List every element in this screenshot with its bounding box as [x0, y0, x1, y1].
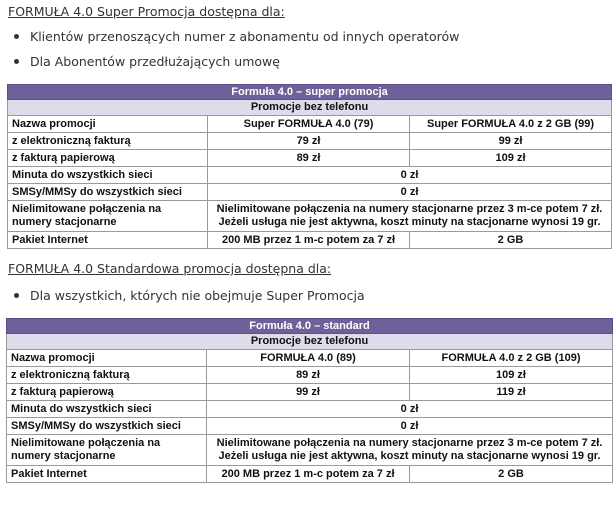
table-cell: 79 zł [208, 133, 410, 150]
table-row [8, 232, 612, 249]
table-header-row [8, 116, 612, 133]
table-subtitle-row [8, 100, 612, 116]
table-row [8, 184, 612, 201]
table-cell [207, 435, 613, 466]
table-row [7, 384, 613, 401]
table-row [7, 435, 613, 466]
row-label: z fakturą papierową [8, 150, 208, 167]
bullet-icon [14, 34, 19, 39]
row-label: Minuta do wszystkich sieci [7, 401, 207, 418]
table-subtitle: Promocje bez telefonu [7, 334, 613, 350]
row-label: Pakiet Internet [7, 466, 207, 483]
row-label: SMSy/MMSy do wszystkich sieci [7, 418, 207, 435]
list-item: Dla Abonentów przedłużających umowę [10, 54, 459, 79]
table-cell: 119 zł [410, 384, 613, 401]
section2-heading: FORMUŁA 4.0 Standardowa promocja dostępna dla: [8, 261, 332, 276]
table-row [8, 167, 612, 184]
row-label: Minuta do wszystkich sieci [8, 167, 208, 184]
table-cell: 109 zł [410, 150, 612, 167]
section1-heading: FORMUŁA 4.0 Super Promocja dostępna dla: [8, 4, 285, 19]
table-cell: 89 zł [207, 367, 410, 384]
table-row [8, 150, 612, 167]
table-title: Formuła 4.0 – super promocja [8, 85, 612, 100]
table-cell [208, 201, 612, 232]
table-cell: 109 zł [410, 367, 613, 384]
row-label: z elektroniczną fakturą [8, 133, 208, 150]
row-label: Nielimitowane połączenia na numery stacjonarne [7, 435, 207, 466]
column-header: FORMUŁA 4.0 z 2 GB (109) [410, 350, 613, 367]
table-cell: 200 MB przez 1 m-c potem za 7 zł [207, 466, 410, 483]
table-cell: 0 zł [207, 418, 613, 435]
bullet-icon [14, 59, 19, 64]
row-label: Nazwa promocji [8, 116, 208, 133]
table-row [8, 133, 612, 150]
table-title: Formuła 4.0 – standard [7, 319, 613, 334]
standard-promo-table [6, 318, 613, 483]
table-header-row [7, 350, 613, 367]
section1-bullet-list [10, 29, 459, 79]
column-header: Super FORMUŁA 4.0 (79) [208, 116, 410, 133]
row-label: Pakiet Internet [8, 232, 208, 249]
table-row [8, 201, 612, 232]
table-cell: 99 zł [410, 133, 612, 150]
table-title-row [7, 319, 613, 334]
table-cell: 2 GB [410, 466, 613, 483]
table-cell: 0 zł [208, 184, 612, 201]
table-row [7, 466, 613, 483]
table-title-row [8, 85, 612, 100]
table-cell: 0 zł [208, 167, 612, 184]
row-label: z fakturą papierową [7, 384, 207, 401]
super-promo-table [7, 84, 612, 249]
row-label: SMSy/MMSy do wszystkich sieci [8, 184, 208, 201]
table-subtitle-row [7, 334, 613, 350]
row-label: Nielimitowane połączenia na numery stacjonarne [8, 201, 208, 232]
section2-bullet-list [10, 288, 365, 313]
row-label: Nazwa promocji [7, 350, 207, 367]
cell-line: Nielimitowane połączenia na numery stacjonarne przez 3 m-ce potem 7 zł. [216, 437, 603, 449]
table-subtitle: Promocje bez telefonu [8, 100, 612, 116]
list-item: Dla wszystkich, których nie obejmuje Super Promocja [10, 288, 365, 313]
list-item: Klientów przenoszących numer z abonamentu od innych operatorów [10, 29, 459, 54]
cell-line: Jeżeli usługa nie jest aktywna, koszt minuty na stacjonarne wynosi 19 gr. [218, 216, 601, 228]
table-row [7, 418, 613, 435]
cell-line: Jeżeli usługa nie jest aktywna, koszt minuty na stacjonarne wynosi 19 gr. [218, 450, 601, 462]
column-header: Super FORMUŁA 4.0 z 2 GB (99) [410, 116, 612, 133]
column-header: FORMUŁA 4.0 (89) [207, 350, 410, 367]
table-row [7, 367, 613, 384]
table-cell: 0 zł [207, 401, 613, 418]
bullet-icon [14, 293, 19, 298]
table-cell: 2 GB [410, 232, 612, 249]
row-label: z elektroniczną fakturą [7, 367, 207, 384]
table-cell: 99 zł [207, 384, 410, 401]
table-cell: 200 MB przez 1 m-c potem za 7 zł [208, 232, 410, 249]
table-row [7, 401, 613, 418]
table-cell: 89 zł [208, 150, 410, 167]
cell-line: Nielimitowane połączenia na numery stacjonarne przez 3 m-ce potem 7 zł. [216, 203, 603, 215]
